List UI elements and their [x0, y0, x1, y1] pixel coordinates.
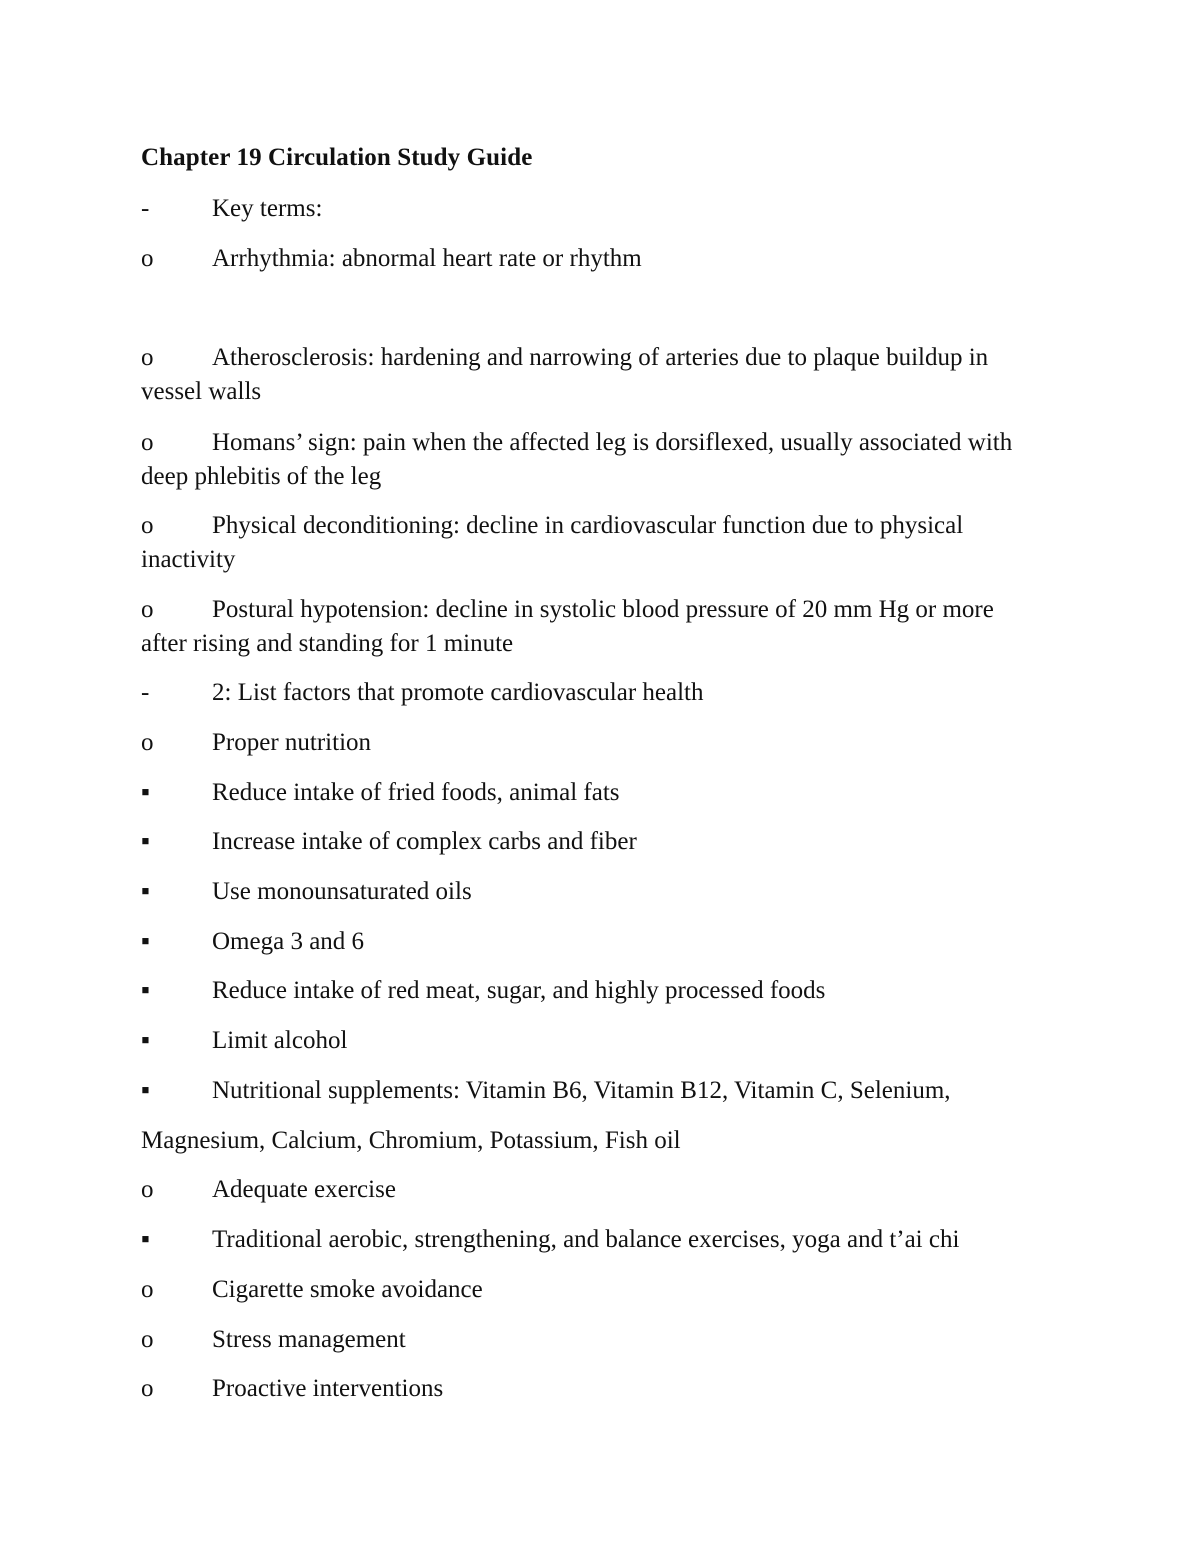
list-item-text: Limit alcohol — [212, 1027, 348, 1054]
square-bullet-icon: ▪ — [141, 828, 150, 855]
dash-marker: - — [141, 195, 150, 222]
list-item — [141, 1024, 1051, 1058]
circle-marker: o — [141, 245, 154, 272]
list-item-text: Key terms: — [212, 195, 323, 222]
list-item-text: Reduce intake of red meat, sugar, and highly processed foods — [212, 977, 826, 1004]
circle-marker: o — [141, 1326, 154, 1353]
list-item — [141, 726, 1051, 760]
list-item-text: Stress management — [212, 1326, 406, 1353]
list-item — [141, 242, 1051, 276]
list-item — [141, 593, 1031, 661]
list-item-text: Proactive interventions — [212, 1375, 444, 1402]
circle-marker: o — [141, 1375, 154, 1402]
list-item-text: Arrhythmia: abnormal heart rate or rhythm — [212, 245, 642, 272]
list-item-text: Omega 3 and 6 — [212, 928, 365, 955]
list-item — [141, 509, 1051, 577]
list-item — [141, 1223, 1051, 1257]
square-bullet-icon: ▪ — [141, 779, 150, 806]
list-item-text: Homans’ sign: pain when the affected leg is dorsiflexed, usually associated with deep phlebitis of the leg — [141, 429, 1013, 490]
list-item — [141, 875, 1051, 909]
list-item-text: Cigarette smoke avoidance — [212, 1276, 483, 1303]
list-item — [141, 192, 1051, 226]
list-item-text: Traditional aerobic, strengthening, and balance exercises, yoga and t’ai chi — [212, 1226, 960, 1253]
list-item-text: Postural hypotension: decline in systolic blood pressure of 20 mm Hg or more after rising and standing for 1 minute — [141, 596, 994, 657]
list-item-text: Reduce intake of fried foods, animal fats — [212, 779, 620, 806]
list-item-text: 2: List factors that promote cardiovascular health — [212, 679, 704, 706]
circle-marker: o — [141, 344, 154, 371]
square-bullet-icon: ▪ — [141, 1226, 150, 1253]
circle-marker: o — [141, 1176, 154, 1203]
list-item — [141, 1074, 1051, 1108]
list-item-text: Physical deconditioning: decline in cardiovascular function due to physical inactivity — [141, 512, 964, 573]
list-item — [141, 341, 1051, 409]
list-item — [141, 974, 1051, 1008]
list-item — [141, 1323, 1051, 1357]
list-item-text: Use monounsaturated oils — [212, 878, 472, 905]
list-item — [141, 925, 1051, 959]
square-bullet-icon: ▪ — [141, 977, 150, 1004]
list-item-text: Increase intake of complex carbs and fiber — [212, 828, 637, 855]
list-item — [141, 426, 1056, 494]
list-item — [141, 1173, 1051, 1207]
list-item — [141, 825, 1051, 859]
circle-marker: o — [141, 596, 154, 623]
list-item-text: Proper nutrition — [212, 729, 372, 756]
square-bullet-icon: ▪ — [141, 1027, 150, 1054]
list-item-continuation — [141, 1124, 1051, 1158]
list-item-text: Nutritional supplements: Vitamin B6, Vitamin B12, Vitamin C, Selenium, — [212, 1077, 951, 1104]
square-bullet-icon: ▪ — [141, 878, 150, 905]
list-item — [141, 776, 1051, 810]
circle-marker: o — [141, 512, 154, 539]
circle-marker: o — [141, 729, 154, 756]
circle-marker: o — [141, 1276, 154, 1303]
list-item-text: Magnesium, Calcium, Chromium, Potassium, Fish oil — [141, 1127, 681, 1154]
list-item-text: Adequate exercise — [212, 1176, 396, 1203]
list-item — [141, 676, 1051, 710]
dash-marker: - — [141, 679, 150, 706]
list-item — [141, 1273, 1051, 1307]
list-item — [141, 1372, 1051, 1406]
circle-marker: o — [141, 429, 154, 456]
list-item-text: Atherosclerosis: hardening and narrowing of arteries due to plaque buildup in vessel walls — [141, 344, 989, 405]
square-bullet-icon: ▪ — [141, 1077, 150, 1104]
page-title: Chapter 19 Circulation Study Guide — [141, 144, 533, 171]
square-bullet-icon: ▪ — [141, 928, 150, 955]
